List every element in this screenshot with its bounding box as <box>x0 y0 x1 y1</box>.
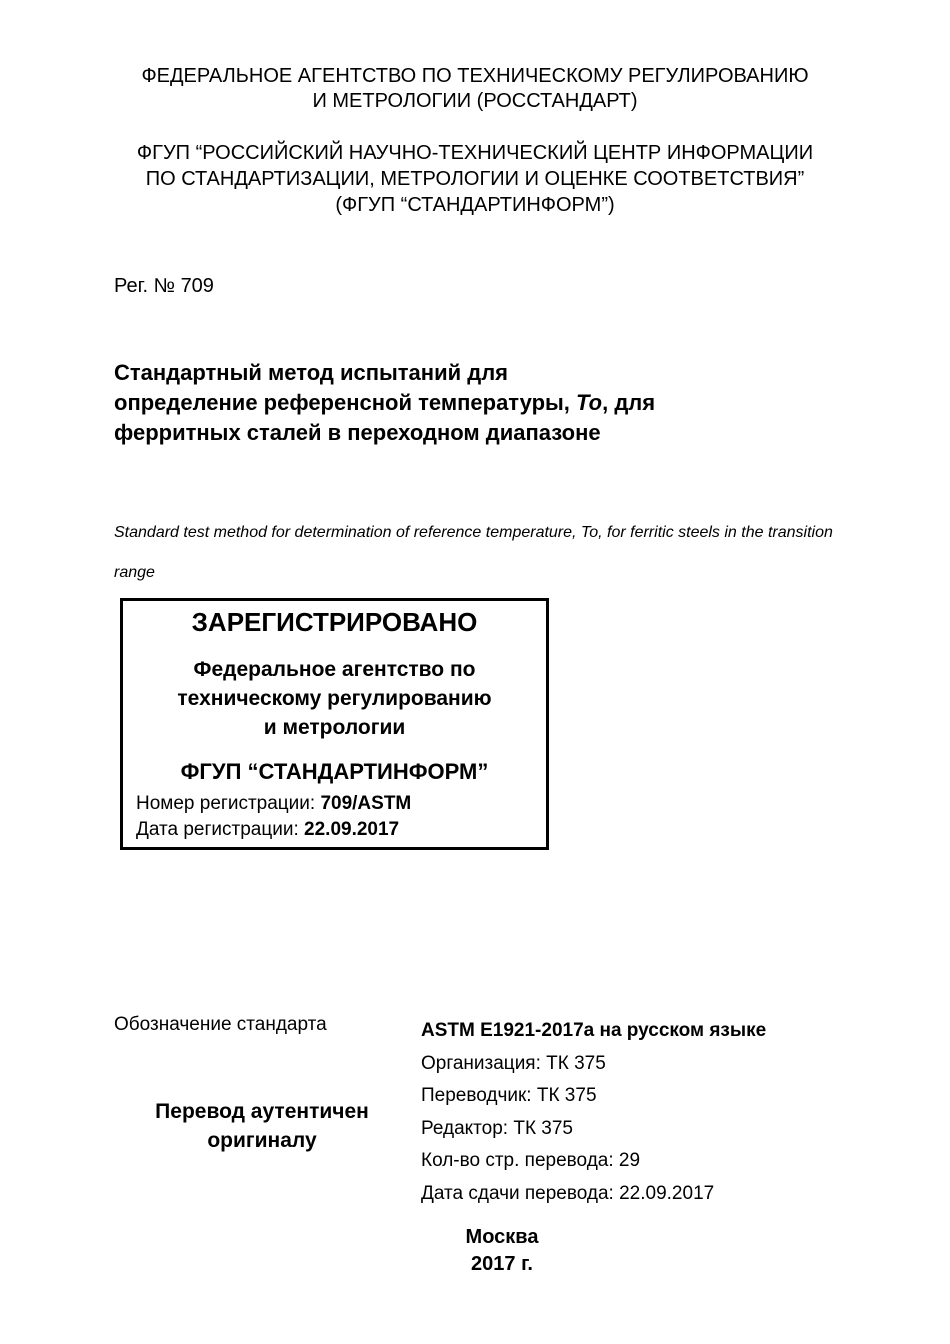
footer-city: Москва <box>465 1226 539 1248</box>
stamp-registration-date <box>136 819 399 841</box>
center-line-1: ФГУП “РОССИЙСКИЙ НАУЧНО-ТЕХНИЧЕСКИЙ ЦЕНТР ИНФОРМАЦИИ <box>136 142 814 164</box>
agency-header <box>0 64 950 114</box>
agency-line-2: И МЕТРОЛОГИИ (РОССТАНДАРТ) <box>312 90 638 112</box>
detail-page-count: Кол-во стр. перевода: 29 <box>421 1150 641 1171</box>
registration-stamp <box>120 598 549 850</box>
stamp-agency-line-3: и метрологии <box>263 716 406 739</box>
authentic-translation-note <box>133 1097 391 1155</box>
stamp-agency-line-2: техническому регулированию <box>177 687 492 710</box>
authentic-line-1: Перевод аутентичен <box>155 1100 369 1123</box>
stamp-registration-number <box>136 793 411 815</box>
title-ru-line-3: ферритных сталей в переходном диапазоне <box>114 420 601 445</box>
stamp-reg-number-label: Номер регистрации: <box>136 793 321 814</box>
standard-code: ASTM E1921-2017a на русском языке <box>421 1020 767 1041</box>
stamp-reg-number-value: 709/ASTM <box>320 793 412 814</box>
detail-translator: Переводчик: ТК 375 <box>421 1085 597 1106</box>
stamp-agency <box>123 655 546 742</box>
detail-organization: Организация: ТК 375 <box>421 1052 606 1074</box>
document-title-ru <box>114 358 655 448</box>
detail-editor: Редактор: ТК 375 <box>421 1117 573 1139</box>
translation-details <box>421 1015 766 1210</box>
document-title-en: Standard test method for determination of reference temperature, To, for ferritic steels in the transition range <box>114 524 833 581</box>
stamp-agency-line-1: Федеральное агентство по <box>193 658 476 681</box>
stamp-heading: ЗАРЕГИСТРИРОВАНО <box>191 607 478 637</box>
stamp-organization: ФГУП “СТАНДАРТИНФОРМ” <box>180 759 489 784</box>
center-header <box>0 140 950 218</box>
detail-delivery-date: Дата сдачи перевода: 22.09.2017 <box>421 1182 715 1204</box>
authentic-line-2: оригиналу <box>207 1129 317 1152</box>
title-ru-line-2 <box>114 388 655 418</box>
center-line-3: (ФГУП “СТАНДАРТИНФОРМ”) <box>335 194 615 216</box>
title-ru-line-1: Стандартный метод испытаний для <box>114 360 509 385</box>
footer-year: 2017 г. <box>471 1253 533 1275</box>
footer-city-year <box>422 1224 582 1278</box>
title-ru-line-2-end: , для <box>602 390 656 415</box>
stamp-reg-date-value: 22.09.2017 <box>304 819 400 840</box>
agency-line-1: ФЕДЕРАЛЬНОЕ АГЕНТСТВО ПО ТЕХНИЧЕСКОМУ РЕГУЛИРОВАНИЮ <box>141 65 809 87</box>
title-ru-line-2-start: определение референсной температуры, <box>114 390 577 415</box>
center-line-2: ПО СТАНДАРТИЗАЦИИ, МЕТРОЛОГИИ И ОЦЕНКЕ СООТВЕТСТВИЯ” <box>145 168 805 190</box>
stamp-reg-date-label: Дата регистрации: <box>136 819 305 840</box>
title-ru-symbol: To <box>576 390 603 415</box>
registration-number: Рег. № 709 <box>114 275 214 297</box>
standard-designation-label: Обозначение стандарта <box>114 1014 327 1035</box>
